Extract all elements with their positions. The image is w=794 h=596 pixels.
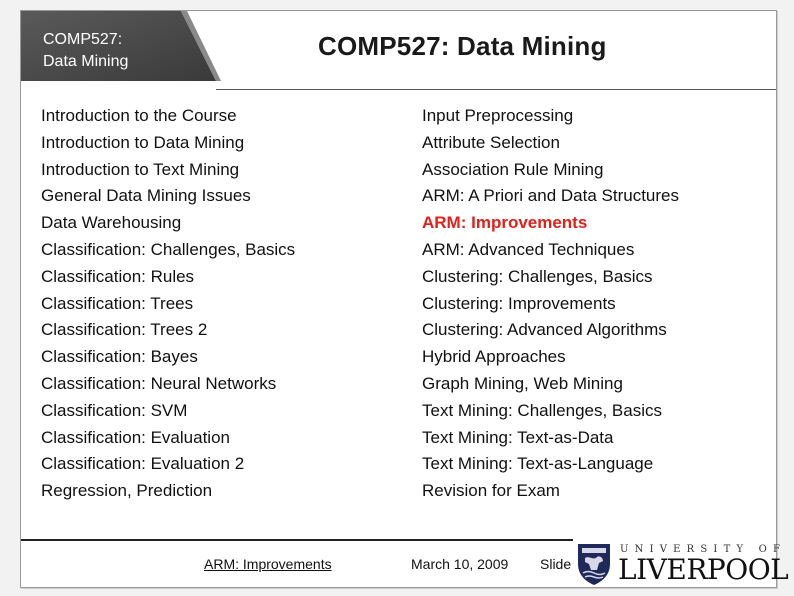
topic-item: Text Mining: Challenges, Basics <box>422 400 663 420</box>
topic-item: Classification: Rules <box>41 266 195 286</box>
liverpool-crest-icon <box>577 542 611 586</box>
topic-item: Clustering: Improvements <box>422 293 616 313</box>
topic-item: Data Warehousing <box>41 213 182 233</box>
topic-item: Attribute Selection <box>422 132 560 152</box>
topic-item: ARM: A Priori and Data Structures <box>422 186 679 206</box>
topic-item: Classification: Challenges, Basics <box>41 239 296 259</box>
topic-item-active: ARM: Improvements <box>422 213 588 233</box>
topic-item: Classification: Bayes <box>41 347 198 367</box>
slide-header <box>21 11 776 89</box>
topic-item: General Data Mining Issues <box>41 186 251 206</box>
topic-item: Introduction to the Course <box>41 106 237 125</box>
header-divider <box>216 89 776 90</box>
course-label <box>43 29 128 73</box>
topic-item: Classification: Evaluation <box>41 427 230 447</box>
footer-topic-link[interactable]: ARM: Improvements <box>204 556 332 572</box>
footer-slide-label: Slide <box>540 556 572 572</box>
topic-item: Text Mining: Text-as-Language <box>422 454 654 474</box>
topic-item: Clustering: Advanced Algorithms <box>422 320 667 340</box>
topic-item: Classification: Neural Networks <box>41 373 277 393</box>
topic-item: Text Mining: Text-as-Data <box>422 427 614 447</box>
university-logo <box>573 539 789 587</box>
topic-item: Introduction to Data Mining <box>41 132 245 152</box>
topic-item: Classification: Trees <box>41 293 194 313</box>
topic-item: Association Rule Mining <box>422 159 604 179</box>
topic-item: Clustering: Challenges, Basics <box>422 266 653 286</box>
course-name: Data Mining <box>43 53 129 70</box>
slide <box>20 10 789 588</box>
logo-name: LIVERPOOL <box>618 553 789 586</box>
footer-date: March 10, 2009 <box>411 556 509 572</box>
topic-item: Classification: Evaluation 2 <box>41 454 245 474</box>
topic-item: Revision for Exam <box>422 481 560 501</box>
topic-item: ARM: Advanced Techniques <box>422 239 635 259</box>
topic-item: Input Preprocessing <box>422 106 574 125</box>
topic-item: Introduction to Text Mining <box>41 159 240 179</box>
topic-item: Classification: SVM <box>41 400 188 420</box>
topic-item: Graph Mining, Web Mining <box>422 373 623 393</box>
course-code: COMP527: <box>43 31 123 48</box>
topic-list-left <box>41 103 295 505</box>
topic-item: Hybrid Approaches <box>422 347 566 367</box>
topic-item: Classification: Trees 2 <box>41 320 208 340</box>
topic-item: Regression, Prediction <box>41 481 213 501</box>
topic-list-right <box>422 103 679 505</box>
slide-title: COMP527: Data Mining <box>318 31 607 61</box>
logo-university-label: UNIVERSITY OF <box>620 544 787 555</box>
